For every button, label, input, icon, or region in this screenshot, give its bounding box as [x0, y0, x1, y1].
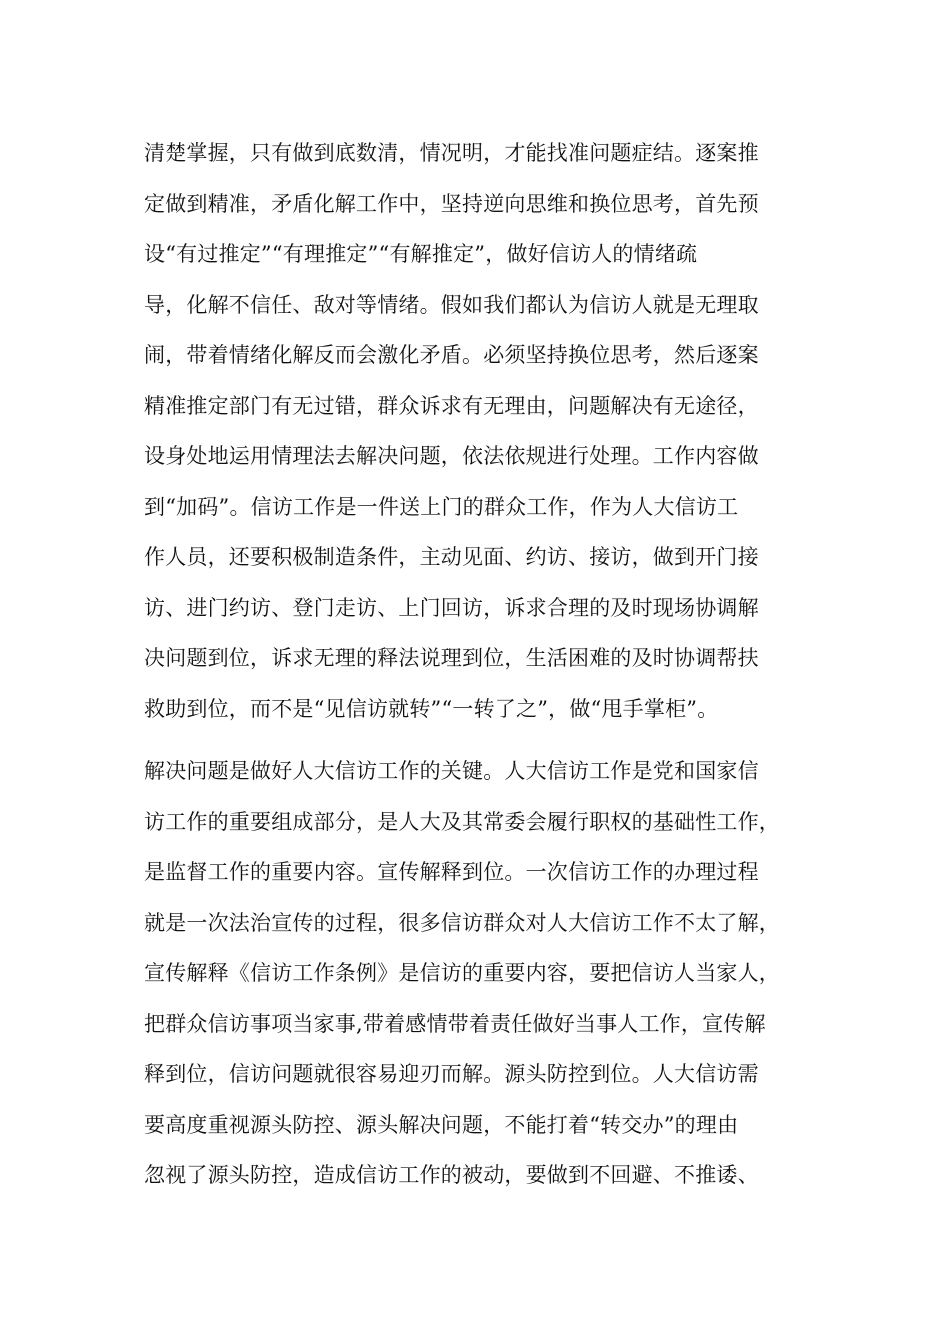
text-line: 访工作的重要组成部分，是人大及其常委会履行职权的基础性工作，: [144, 809, 780, 834]
text-line: 清楚掌握，只有做到底数清，情况明，才能找准问题症结。逐案推: [144, 141, 759, 165]
text-line: 救助到位，而不是“见信访就转”“一转了之”，做“甩手掌柜”。: [144, 696, 719, 721]
text-line: 设身处地运用情理法去解决问题，依法依规进行处理。工作内容做: [144, 444, 759, 468]
text-line: 定做到精准，矛盾化解工作中，坚持逆向思维和换位思考，首先预: [144, 191, 759, 216]
text-line: 忽视了源头防控，造成信访工作的被动，要做到不回避、不推诿、: [144, 1163, 759, 1187]
text-line: 是监督工作的重要内容。宣传解释到位。一次信访工作的办理过程: [144, 860, 759, 884]
text-line: 释到位，信访问题就很容易迎刃而解。源头防控到位。人大信访需: [144, 1062, 759, 1086]
text-line: 访、进门约访、登门走访、上门回访，诉求合理的及时现场协调解: [144, 595, 759, 620]
text-line: 要高度重视源头防控、源头解决问题，不能打着“转交办”的理由: [144, 1112, 739, 1137]
text-line: 导，化解不信任、敌对等情绪。假如我们都认为信访人就是无理取: [144, 292, 759, 317]
paragraph-1: [144, 128, 834, 734]
text-line: 精准推定部门有无过错，群众诉求有无理由，问题解决有无途径，: [144, 393, 759, 418]
text-line: 宣传解释《信访工作条例》是信访的重要内容，要把信访人当家人，: [144, 961, 780, 985]
text-line: 就是一次法治宣传的过程，很多信访群众对人大信访工作不太了解，: [144, 910, 780, 935]
text-line: 把群众信访事项当家事,带着感情带着责任做好当事人工作，宣传解: [144, 1011, 766, 1036]
paragraph-2: [144, 746, 834, 1201]
text-line: 决问题到位，诉求无理的释法说理到位，生活困难的及时协调帮扶: [144, 646, 759, 670]
text-line: 闹，带着情绪化解反而会激化矛盾。必须坚持换位思考，然后逐案: [144, 343, 759, 367]
text-line: 作人员，还要积极制造条件，主动见面、约访、接访，做到开门接: [144, 545, 759, 569]
text-line: 解决问题是做好人大信访工作的关键。人大信访工作是党和国家信: [144, 759, 759, 783]
text-line: 设“有过推定”“有理推定”“有解推定”，做好信访人的情绪疏: [144, 242, 698, 266]
text-line: 到“加码”。信访工作是一件送上门的群众工作，作为人大信访工: [144, 494, 739, 519]
